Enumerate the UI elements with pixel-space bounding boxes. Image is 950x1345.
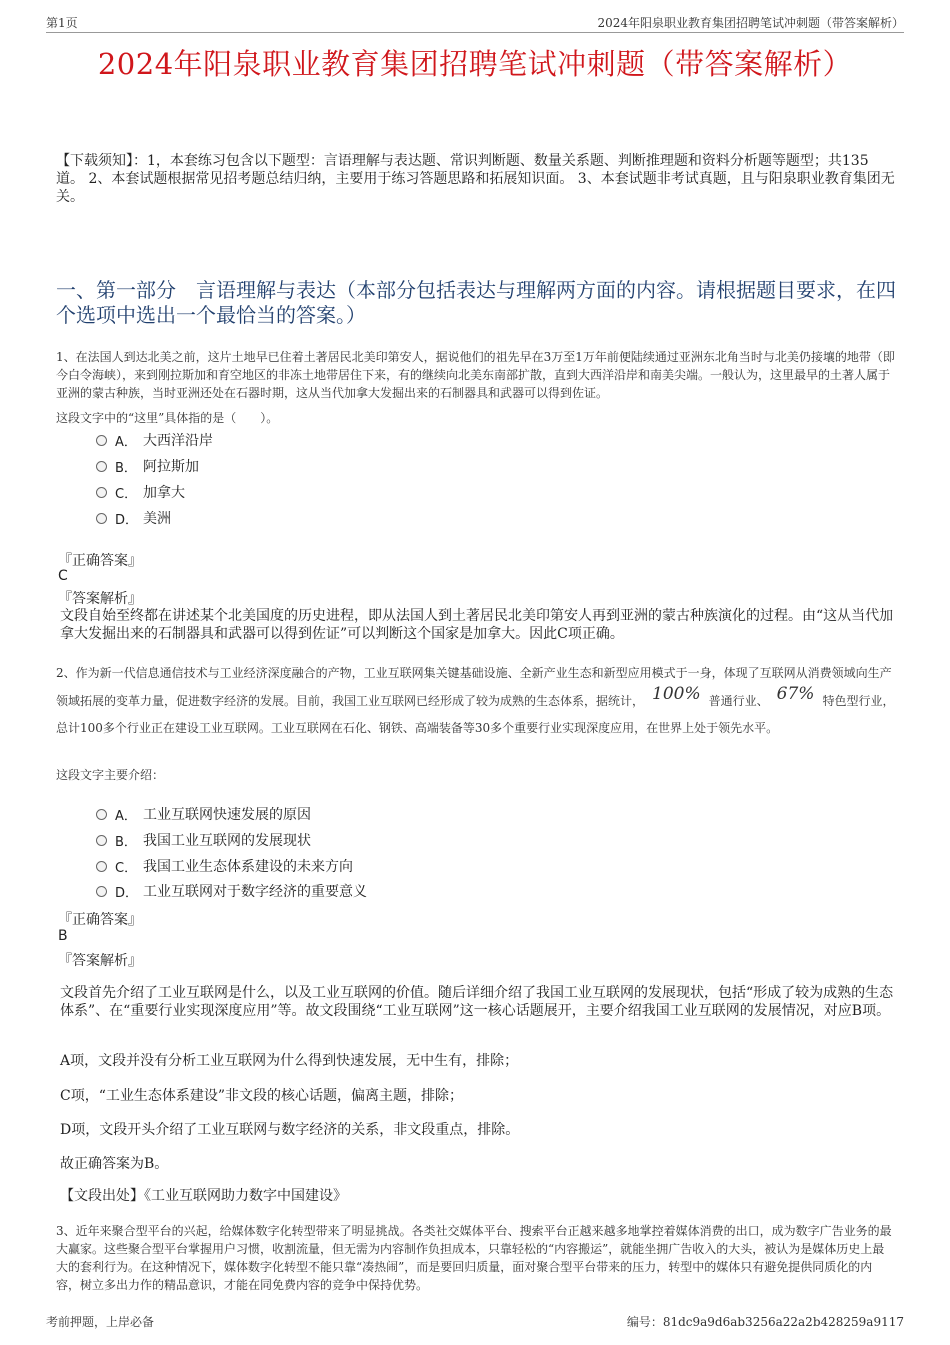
radio-icon[interactable] [96, 809, 107, 820]
q1-option-d[interactable] [96, 508, 171, 528]
question-3-stem: 3、近年来聚合型平台的兴起，给媒体数字化转型带来了明显挑战。各类社交媒体平台、搜索平台正越来越多地掌控着媒体消费的出口，成为数字广告业务的最大赢家。这些聚合型平台掌握用户习惯，收割流量，但无需为内容制作负担成本，只靠轻松的“内容搬运”，就能坐拥广告收入的大头，被认为是媒体历史上最大的套利行为。在这种情况下，媒体数字化转型不能只靠“凑热闹”，而是要回归质量，面对聚合型平台带来的压力，转型中的媒体只有避免提供同质化的内容，树立多出力作的精品意识，才能在同免费内容的竞争中保持优势。 [56, 1224, 892, 1292]
radio-icon[interactable] [96, 435, 107, 446]
q2-stem-part1: 2、作为新一代信息通信技术与工业经济深度融合的产物，工业互联网集关键基础设施、全新产业生态和新型应用模式于一身，体现了互联网从消费领域向生产领域拓展的变革力量，促进数字经济的发展。目前，我国工业互联网已经形成了较为成熟的生态体系，据统计， [56, 666, 892, 708]
q2-answer-label: 『正确答案』 [58, 912, 142, 928]
q1-option-b[interactable] [96, 456, 199, 476]
option-text: 大西洋沿岸 [143, 433, 213, 449]
header-divider [46, 32, 904, 33]
option-text: 阿拉斯加 [143, 459, 199, 475]
question-2-prompt: 这段文字主要介绍： [56, 768, 165, 782]
download-notice: 【下载须知】：1，本套练习包含以下题型：言语理解与表达题、常识判断题、数量关系题、判断推理题和资料分析题等题型；共135道。 2、本套试题根据常见招考题总结归纳，主要用于练习答题思路和拓展知识面。 3、本套试题非考试真题，且与阳泉职业教育集团无关。 [56, 153, 895, 205]
section-heading: 一、第一部分 言语理解与表达（本部分包括表达与理解两方面的内容。请根据题目要求，在四个选项中选出一个最恰当的答案。） [56, 278, 896, 327]
option-letter: C． [115, 486, 138, 502]
radio-icon[interactable] [96, 461, 107, 472]
page-title: 2024年阳泉职业教育集团招聘笔试冲刺题（带答案解析） [97, 47, 853, 81]
option-text: 我国工业生态体系建设的未来方向 [143, 859, 353, 875]
q2-source: 【文段出处】《工业互联网助力数字中国建设》 [60, 1188, 347, 1204]
q1-answer-label: 『正确答案』 [58, 553, 142, 569]
option-letter: B． [115, 834, 137, 850]
q2-analysis-main: 文段首先介绍了工业互联网是什么，以及工业互联网的价值。随后详细介绍了我国工业互联网的发展现状，包括“形成了较为成熟的生态体系”、在“重要行业实现深度应用”等。故文段围绕“工业互联网”这一核心话题展开，主要介绍我国工业互联网的发展情况，对应B项。 [60, 985, 894, 1019]
q2-option-a[interactable] [96, 804, 311, 824]
q2-option-d[interactable] [96, 881, 367, 901]
option-letter: D． [115, 885, 139, 901]
question-1-prompt: 这段文字中的“这里”具体指的是（ ）。 [56, 411, 279, 425]
radio-icon[interactable] [96, 487, 107, 498]
q2-percent-1: 100% [652, 684, 701, 704]
footer-serial: 编号：81dc9a9d6ab3256a22a2b428259a9117 [626, 1315, 904, 1329]
q2-stem-part3: 特色型行业，总计100多个行业正在建设工业互联网。工业互联网在石化、钢铁、高端装备等30多个重要行业实现深度应用，在世界上处于领先水平。 [56, 694, 895, 735]
page-number: 第1页 [46, 16, 78, 30]
footer-slogan: 考前押题，上岸必备 [46, 1315, 155, 1329]
option-text: 工业互联网对于数字经济的重要意义 [143, 884, 367, 900]
option-letter: A． [115, 808, 137, 824]
question-1-stem: 1、在法国人到达北美之前，这片土地早已住着土著居民北美印第安人，据说他们的祖先早在3万至1万年前便陆续通过亚洲东北角当时与北美仍接壤的地带（即今白令海峡），来到刚拉斯加和育空地区的非冻土地带居住下来，有的继续向北美东南部扩散，直到大西洋沿岸和南美尖端。一般认为，这里最早的土著人属于亚洲的蒙古种族，当时亚洲还处在石器时期，这从当代加拿大发掘出来的石制器具和武器可以得到佐证。 [56, 350, 895, 400]
q1-answer: C [58, 568, 68, 584]
option-text: 美洲 [143, 511, 171, 527]
radio-icon[interactable] [96, 861, 107, 872]
radio-icon[interactable] [96, 513, 107, 524]
q2-analysis-d: D项，文段开头介绍了工业互联网与数字经济的关系，非文段重点，排除。 [60, 1122, 520, 1138]
running-title: 2024年阳泉职业教育集团招聘笔试冲刺题（带答案解析） [597, 16, 904, 30]
q1-option-c[interactable] [96, 482, 185, 502]
option-text: 我国工业互联网的发展现状 [143, 833, 311, 849]
option-letter: A． [115, 434, 137, 450]
q2-analysis-a: A项，文段并没有分析工业互联网为什么得到快速发展，无中生有，排除； [60, 1053, 519, 1069]
q2-percent-2: 67% [776, 684, 815, 704]
option-text: 加拿大 [143, 485, 185, 501]
radio-icon[interactable] [96, 886, 107, 897]
radio-icon[interactable] [96, 835, 107, 846]
option-letter: B． [115, 460, 137, 476]
option-letter: C． [115, 860, 138, 876]
q2-option-b[interactable] [96, 830, 311, 850]
q2-answer: B [58, 928, 68, 944]
q2-analysis-c: C项，“工业生态体系建设”非文段的核心话题，偏离主题，排除； [60, 1088, 464, 1104]
q1-option-a[interactable] [96, 430, 213, 450]
q2-stem-part2: 普通行业、 [708, 694, 769, 708]
question-2-stem [56, 660, 896, 742]
q2-option-c[interactable] [96, 856, 353, 876]
option-text: 工业互联网快速发展的原因 [143, 807, 311, 823]
option-letter: D． [115, 512, 139, 528]
q2-conclusion: 故正确答案为B。 [60, 1156, 169, 1172]
q2-analysis-label: 『答案解析』 [58, 953, 142, 969]
q1-analysis-label: 『答案解析』 [58, 591, 142, 607]
q1-analysis: 文段自始至终都在讲述某个北美国度的历史进程，即从法国人到土著居民北美印第安人再到亚洲的蒙古种族演化的过程。由“这从当代加拿大发掘出来的石制器具和武器可以得到佐证”可以判断这个国家是加拿大。因此C项正确。 [60, 608, 894, 642]
